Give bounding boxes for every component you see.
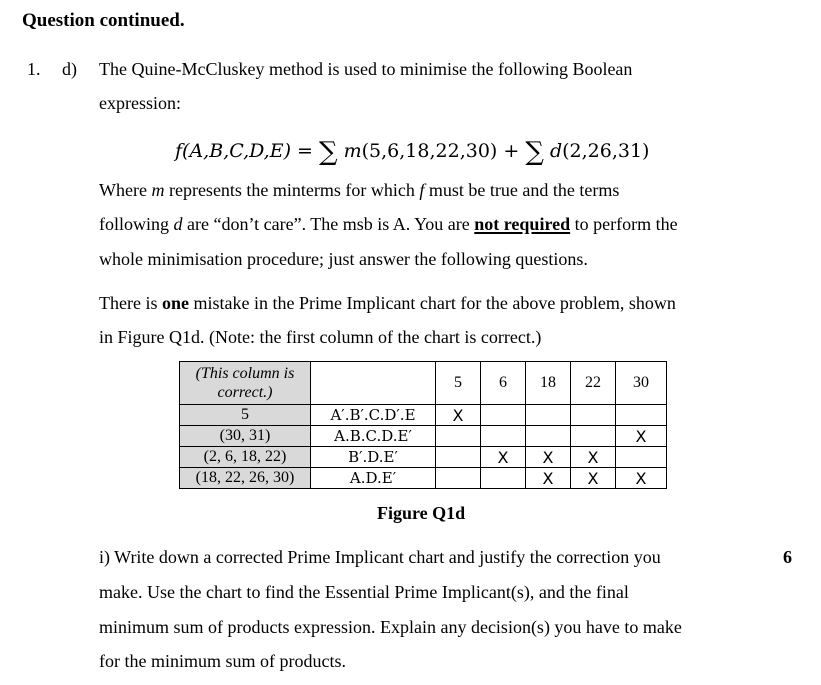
dontcare-var: d bbox=[549, 140, 563, 162]
subquestion-line-3: minimum sum of products expression. Explain any decision(s) you have to make bbox=[99, 617, 682, 637]
figure-caption: Figure Q1d bbox=[377, 503, 466, 523]
group-cell: 5 bbox=[180, 405, 311, 426]
mark-cell bbox=[436, 447, 481, 468]
whole-line: whole minimisation procedure; just answer the following questions. bbox=[99, 249, 588, 269]
subquestion-line-4: for the minimum sum of products. bbox=[99, 651, 346, 671]
mark-cell: X bbox=[571, 447, 616, 468]
emphasis-not-required: not required bbox=[474, 214, 571, 234]
mark-cell bbox=[481, 405, 526, 426]
mark-cell: X bbox=[526, 468, 571, 489]
mark-cell: X bbox=[436, 405, 481, 426]
part-label: d) bbox=[62, 59, 77, 79]
mark-cell bbox=[526, 405, 571, 426]
term-cell: A.D.E′ bbox=[311, 468, 436, 489]
group-cell: (18, 22, 26, 30) bbox=[180, 468, 311, 489]
subquestion-line-1: i) Write down a corrected Prime Implicant chart and justify the correction you bbox=[99, 547, 661, 567]
header-empty-cell bbox=[311, 362, 436, 405]
group-cell: (30, 31) bbox=[180, 426, 311, 447]
minterm-list: (5,6,18,22,30) + bbox=[361, 140, 520, 162]
mark-cell bbox=[436, 468, 481, 489]
mark-cell bbox=[436, 426, 481, 447]
table-row bbox=[180, 447, 667, 468]
header-minterm: 22 bbox=[571, 362, 616, 405]
subquestion-line-2: make. Use the chart to find the Essential Prime Implicant(s), and the final bbox=[99, 582, 629, 602]
note-cell: (This column is correct.) bbox=[180, 362, 311, 405]
question-number: 1. bbox=[27, 59, 41, 79]
dontcare-list: (2,26,31) bbox=[562, 140, 650, 162]
mark-cell bbox=[616, 447, 667, 468]
header-minterm: 18 bbox=[526, 362, 571, 405]
mark-cell bbox=[526, 426, 571, 447]
mark-cell: X bbox=[571, 468, 616, 489]
boolean-formula bbox=[175, 134, 650, 167]
mark-cell: X bbox=[481, 447, 526, 468]
mark-cell bbox=[481, 426, 526, 447]
figure-ref-line: in Figure Q1d. (Note: the first column of the chart is correct.) bbox=[99, 327, 542, 347]
intro-line-1: The Quine-McCluskey method is used to minimise the following Boolean bbox=[99, 59, 633, 79]
chart-header-row bbox=[180, 362, 667, 405]
mark-cell: X bbox=[616, 468, 667, 489]
page-heading: Question continued. bbox=[22, 10, 185, 31]
mark-cell bbox=[616, 405, 667, 426]
header-minterm: 30 bbox=[616, 362, 667, 405]
sigma-symbol-2: ∑ bbox=[525, 137, 544, 167]
table-row bbox=[180, 426, 667, 447]
header-minterm: 5 bbox=[436, 362, 481, 405]
header-minterm: 6 bbox=[481, 362, 526, 405]
group-cell: (2, 6, 18, 22) bbox=[180, 447, 311, 468]
mark-cell: X bbox=[616, 426, 667, 447]
intro-line-2: expression: bbox=[99, 93, 181, 113]
mark-cell: X bbox=[526, 447, 571, 468]
term-cell: B′.D.E′ bbox=[311, 447, 436, 468]
term-cell: A.B.C.D.E′ bbox=[311, 426, 436, 447]
prime-implicant-chart bbox=[179, 361, 667, 489]
table-row bbox=[180, 468, 667, 489]
minterm-var: m bbox=[343, 140, 362, 162]
mark-cell bbox=[571, 426, 616, 447]
formula-lhs: f(A,B,C,D,E) = bbox=[175, 140, 313, 162]
emphasis-one: one bbox=[161, 293, 189, 313]
term-cell: A′.B′.C.D′.E bbox=[311, 405, 436, 426]
following-line: following d are “don’t care”. The msb is A. You are not required to perform the bbox=[99, 214, 678, 234]
where-line: Where m represents the minterms for which f must be true and the terms bbox=[99, 180, 620, 200]
table-row bbox=[180, 405, 667, 426]
mark-cell bbox=[571, 405, 616, 426]
marks-value: 6 bbox=[783, 547, 792, 567]
mistake-line: There is one mistake in the Prime Implicant chart for the above problem, shown bbox=[99, 293, 676, 313]
sigma-symbol: ∑ bbox=[319, 137, 338, 167]
mark-cell bbox=[481, 468, 526, 489]
